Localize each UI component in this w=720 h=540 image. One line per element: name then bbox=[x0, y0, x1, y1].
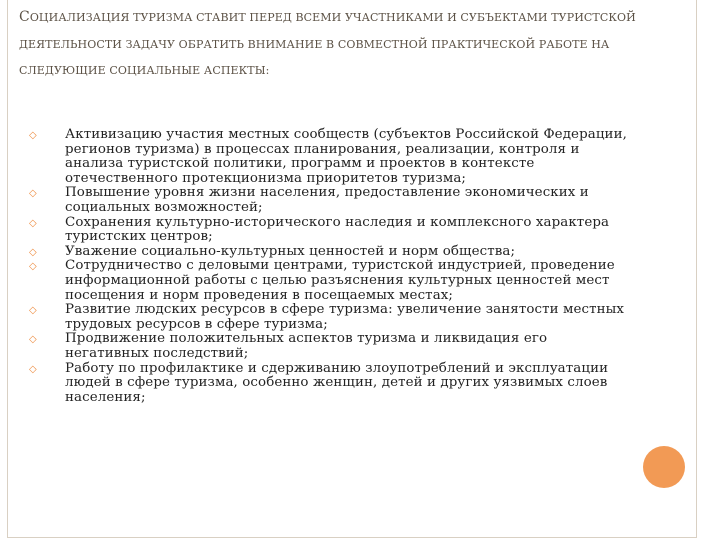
list-item bbox=[29, 216, 629, 245]
list-item-text: Сохранения культурно-исторического наследия и комплексного характера туристских центров; bbox=[65, 214, 610, 245]
list-item-text: Уважение социально-культурных ценностей и норм общества; bbox=[65, 243, 516, 259]
hollow-diamond-bullet-icon: ◇ bbox=[29, 217, 37, 229]
hollow-diamond-bullet-icon: ◇ bbox=[29, 334, 37, 346]
list-item bbox=[29, 332, 629, 361]
hollow-diamond-bullet-icon: ◇ bbox=[29, 363, 37, 375]
list-item bbox=[29, 245, 629, 260]
list-item-text: Работу по профилактике и сдерживанию злоупотреблений и эксплуатации людей в сфере туризма, особенно женщин, детей и других уязвимых слоев населения; bbox=[65, 360, 609, 405]
decorative-circle bbox=[643, 446, 685, 488]
list-item-text: Повышение уровня жизни населения, предоставление экономических и социальных возможностей; bbox=[65, 185, 589, 215]
bullet-list bbox=[29, 128, 629, 405]
list-item bbox=[29, 259, 629, 303]
list-item bbox=[29, 362, 629, 406]
title-first-letter: С bbox=[19, 9, 30, 25]
list-item-text: Активизацию участия местных сообществ (субъектов Российской Федерации, регионов туризма) в процессах планирования, реализации, контроля и анализа туристской политики, программ и проектов в контексте отечественного протекционизма приоритетов туризма; bbox=[65, 127, 627, 186]
title-text: ОЦИАЛИЗАЦИЯ ТУРИЗМА СТАВИТ ПЕРЕД ВСЕМИ УЧАСТНИКАМИ И СУБЪЕКТАМИ ТУРИСТСКОЙ ДЕЯТЕЛЬНОСТИ ЗАДАЧУ ОБРАТИТЬ ВНИМАНИЕ В СОВМЕСТНОЙ ПРАКТИЧЕСКОЙ РАБОТЕ НА СЛЕДУЮЩИЕ СОЦИАЛЬНЫЕ АСПЕКТЫ: bbox=[19, 11, 636, 77]
list-item bbox=[29, 186, 629, 215]
hollow-diamond-bullet-icon: ◇ bbox=[29, 130, 37, 141]
list-item-text: Развитие людских ресурсов в сфере туризма: увеличение занятости местных трудовых ресурсов в сфере туризма; bbox=[65, 302, 625, 332]
list-item-text: Сотрудничество с деловыми центрами, туристской индустрией, проведение информационной работы с целью разъяснения культурных ценностей мест посещения и норм проведения в посещаемых местах; bbox=[65, 258, 615, 303]
list-item bbox=[29, 303, 629, 332]
hollow-diamond-bullet-icon: ◇ bbox=[29, 246, 37, 258]
hollow-diamond-bullet-icon: ◇ bbox=[29, 261, 37, 273]
list-item-text: Продвижение положительных аспектов туризма и ликвидация его негативных последствий; bbox=[65, 331, 548, 361]
hollow-diamond-bullet-icon: ◇ bbox=[29, 188, 37, 200]
hollow-diamond-bullet-icon: ◇ bbox=[29, 305, 37, 317]
list-item bbox=[29, 128, 629, 186]
slide-title bbox=[19, 4, 659, 85]
